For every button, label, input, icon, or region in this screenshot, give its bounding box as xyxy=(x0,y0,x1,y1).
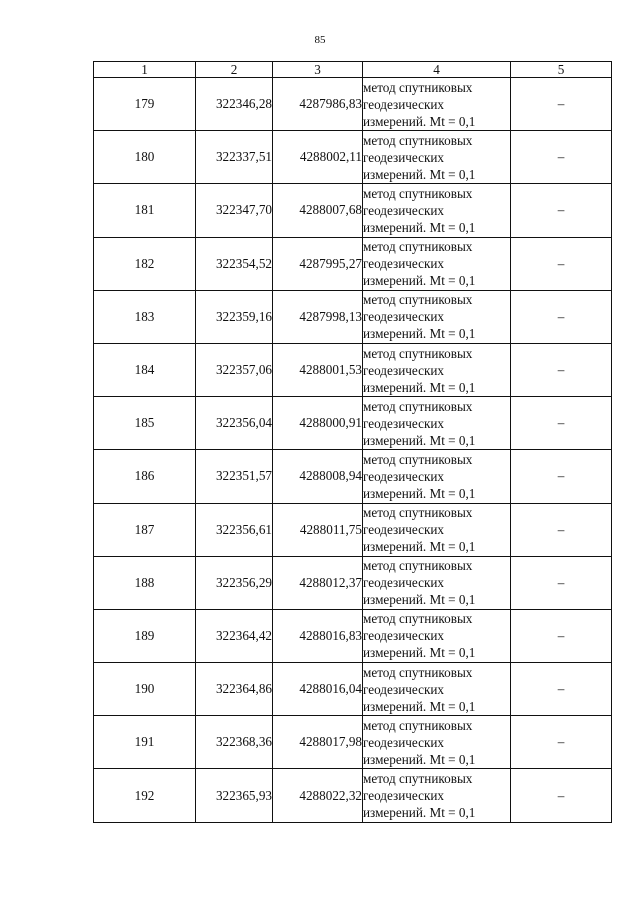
method-line-2: геодезических xyxy=(363,522,445,538)
y-coordinate: 4288002,11 xyxy=(273,131,363,184)
method-description xyxy=(363,609,511,662)
method-line-3: измерений. Mt = 0,1 xyxy=(363,219,476,235)
method-description xyxy=(363,237,511,290)
y-coordinate: 4288016,04 xyxy=(273,663,363,716)
point-number: 180 xyxy=(94,131,196,184)
method-line-2: геодезических xyxy=(363,468,445,484)
method-line-3: измерений. Mt = 0,1 xyxy=(363,166,476,182)
method-description xyxy=(363,343,511,396)
point-number: 188 xyxy=(94,556,196,609)
table-row xyxy=(94,503,612,556)
table-row xyxy=(94,450,612,503)
x-coordinate: 322368,36 xyxy=(196,716,273,769)
column-5-value: – xyxy=(511,78,612,131)
method-description xyxy=(363,450,511,503)
method-line-2: геодезических xyxy=(363,256,445,272)
method-description xyxy=(363,503,511,556)
table-row xyxy=(94,609,612,662)
table-row xyxy=(94,343,612,396)
point-number: 182 xyxy=(94,237,196,290)
method-line-3: измерений. Mt = 0,1 xyxy=(363,432,476,448)
method-line-1: метод спутниковых xyxy=(363,505,473,521)
column-5-value: – xyxy=(511,663,612,716)
x-coordinate: 322359,16 xyxy=(196,290,273,343)
method-line-2: геодезических xyxy=(363,734,445,750)
method-line-1: метод спутниковых xyxy=(363,664,473,680)
method-line-1: метод спутниковых xyxy=(363,771,473,787)
y-coordinate: 4288007,68 xyxy=(273,184,363,237)
method-line-3: измерений. Mt = 0,1 xyxy=(363,645,476,661)
column-header-4: 4 xyxy=(363,62,511,78)
x-coordinate: 322337,51 xyxy=(196,131,273,184)
x-coordinate: 322351,57 xyxy=(196,450,273,503)
method-line-2: геодезических xyxy=(363,202,445,218)
method-line-3: измерений. Mt = 0,1 xyxy=(363,273,476,289)
method-line-2: геодезических xyxy=(363,415,445,431)
table-row xyxy=(94,290,612,343)
x-coordinate: 322354,52 xyxy=(196,237,273,290)
method-line-1: метод спутниковых xyxy=(363,132,473,148)
column-5-value: – xyxy=(511,556,612,609)
point-number: 179 xyxy=(94,78,196,131)
method-line-2: геодезических xyxy=(363,96,445,112)
y-coordinate: 4288000,91 xyxy=(273,397,363,450)
column-5-value: – xyxy=(511,503,612,556)
column-5-value: – xyxy=(511,450,612,503)
method-line-1: метод спутниковых xyxy=(363,611,473,627)
method-line-3: измерений. Mt = 0,1 xyxy=(363,751,476,767)
y-coordinate: 4287986,83 xyxy=(273,78,363,131)
y-coordinate: 4287998,13 xyxy=(273,290,363,343)
y-coordinate: 4288011,75 xyxy=(273,503,363,556)
method-description xyxy=(363,663,511,716)
method-line-1: метод спутниковых xyxy=(363,292,473,308)
y-coordinate: 4288001,53 xyxy=(273,343,363,396)
method-line-2: геодезических xyxy=(363,628,445,644)
point-number: 191 xyxy=(94,716,196,769)
x-coordinate: 322356,29 xyxy=(196,556,273,609)
point-number: 192 xyxy=(94,769,196,822)
point-number: 185 xyxy=(94,397,196,450)
y-coordinate: 4288008,94 xyxy=(273,450,363,503)
method-description xyxy=(363,78,511,131)
column-header-2: 2 xyxy=(196,62,273,78)
y-coordinate: 4288016,83 xyxy=(273,609,363,662)
point-number: 186 xyxy=(94,450,196,503)
method-line-1: метод спутниковых xyxy=(363,345,473,361)
method-line-2: геодезических xyxy=(363,681,445,697)
table-row xyxy=(94,131,612,184)
method-line-2: геодезических xyxy=(363,309,445,325)
method-line-1: метод спутниковых xyxy=(363,717,473,733)
y-coordinate: 4287995,27 xyxy=(273,237,363,290)
table-row xyxy=(94,237,612,290)
x-coordinate: 322364,86 xyxy=(196,663,273,716)
method-line-3: измерений. Mt = 0,1 xyxy=(363,379,476,395)
column-header-5: 5 xyxy=(511,62,612,78)
table-row xyxy=(94,78,612,131)
method-line-1: метод спутниковых xyxy=(363,558,473,574)
method-line-1: метод спутниковых xyxy=(363,451,473,467)
column-5-value: – xyxy=(511,343,612,396)
y-coordinate: 4288012,37 xyxy=(273,556,363,609)
x-coordinate: 322364,42 xyxy=(196,609,273,662)
method-description xyxy=(363,397,511,450)
method-description xyxy=(363,556,511,609)
method-line-3: измерений. Mt = 0,1 xyxy=(363,539,476,555)
column-header-1: 1 xyxy=(94,62,196,78)
page-number: 85 xyxy=(314,34,326,46)
point-number: 187 xyxy=(94,503,196,556)
method-line-3: измерений. Mt = 0,1 xyxy=(363,113,476,129)
method-line-2: геодезических xyxy=(363,788,445,804)
method-line-2: геодезических xyxy=(363,575,445,591)
method-line-3: измерений. Mt = 0,1 xyxy=(363,805,476,821)
column-5-value: – xyxy=(511,184,612,237)
method-line-3: измерений. Mt = 0,1 xyxy=(363,592,476,608)
point-number: 190 xyxy=(94,663,196,716)
method-description xyxy=(363,184,511,237)
method-description xyxy=(363,131,511,184)
method-line-1: метод спутниковых xyxy=(363,79,473,95)
column-5-value: – xyxy=(511,131,612,184)
x-coordinate: 322356,61 xyxy=(196,503,273,556)
method-description xyxy=(363,290,511,343)
method-description xyxy=(363,716,511,769)
method-line-3: измерений. Mt = 0,1 xyxy=(363,326,476,342)
table-header xyxy=(94,62,612,78)
column-5-value: – xyxy=(511,769,612,822)
table-row xyxy=(94,769,612,822)
point-number: 189 xyxy=(94,609,196,662)
x-coordinate: 322357,06 xyxy=(196,343,273,396)
column-5-value: – xyxy=(511,237,612,290)
point-number: 181 xyxy=(94,184,196,237)
column-5-value: – xyxy=(511,716,612,769)
x-coordinate: 322346,28 xyxy=(196,78,273,131)
table-row xyxy=(94,397,612,450)
method-description xyxy=(363,769,511,822)
coordinates-table xyxy=(93,61,612,823)
x-coordinate: 322347,70 xyxy=(196,184,273,237)
table-row xyxy=(94,184,612,237)
column-header-3: 3 xyxy=(273,62,363,78)
column-5-value: – xyxy=(511,290,612,343)
point-number: 183 xyxy=(94,290,196,343)
method-line-3: измерений. Mt = 0,1 xyxy=(363,698,476,714)
table-row xyxy=(94,716,612,769)
method-line-1: метод спутниковых xyxy=(363,239,473,255)
x-coordinate: 322365,93 xyxy=(196,769,273,822)
point-number: 184 xyxy=(94,343,196,396)
table-row xyxy=(94,556,612,609)
table-row xyxy=(94,663,612,716)
y-coordinate: 4288022,32 xyxy=(273,769,363,822)
table-body xyxy=(94,78,612,823)
header-row xyxy=(94,62,612,78)
column-5-value: – xyxy=(511,397,612,450)
column-5-value: – xyxy=(511,609,612,662)
method-line-3: измерений. Mt = 0,1 xyxy=(363,485,476,501)
x-coordinate: 322356,04 xyxy=(196,397,273,450)
y-coordinate: 4288017,98 xyxy=(273,716,363,769)
method-line-1: метод спутниковых xyxy=(363,185,473,201)
method-line-2: геодезических xyxy=(363,149,445,165)
method-line-1: метод спутниковых xyxy=(363,398,473,414)
method-line-2: геодезических xyxy=(363,362,445,378)
